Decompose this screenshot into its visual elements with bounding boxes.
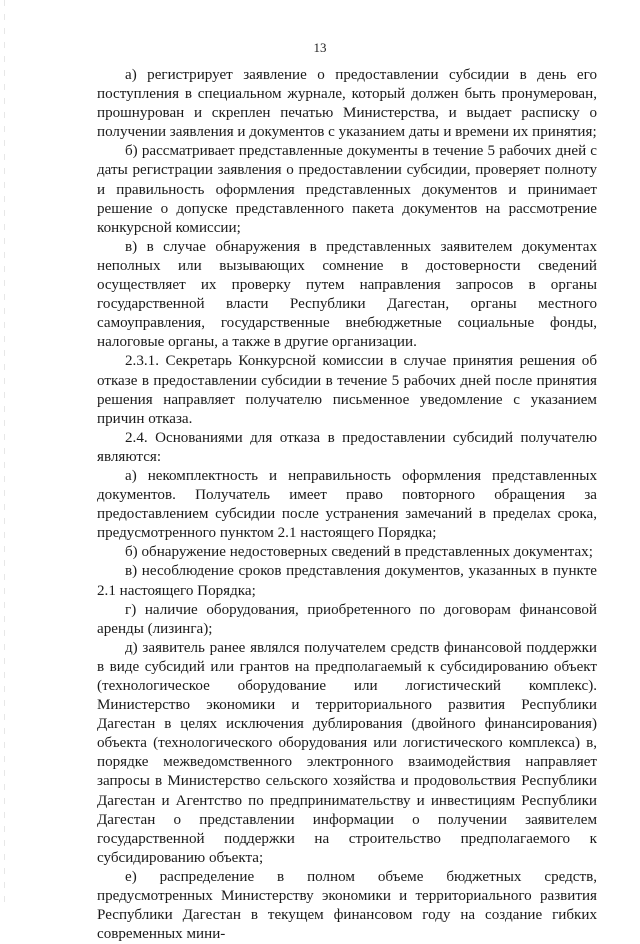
paragraph-b-review: б) рассматривает представленные документы в течение 5 рабочих дней с даты регистрации заявления о предоставлении субсидии, проверяет полноту и правильность оформления представленных документов и принимает решение о допуске представленного пакета документов на рассмотрение конкурсной комиссии; [97,143,597,236]
paragraph-refusal-a: а) некомплектность и неправильность оформления представленных документов. Получатель имеет право повторного обращения за предоставлением субсидии после устранения замечаний в пределах срока, предусмотренного пунктом 2.1 настоящего Порядка; [97,467,597,542]
paragraph-v-verify: в) в случае обнаружения в представленных заявителем документах неполных или вызывающих сомнение в достоверности сведений осуществляет их проверку путем направления запросов в органы государственной власти Республики Дагестан, органы местного самоуправления, государственные внебюджетные социальные фонды, налоговые органы, а также в другие организации. [97,238,597,351]
document-body [97,66,597,944]
paragraph-refusal-g: г) наличие оборудования, приобретенного по договорам финансовой аренды (лизинга); [97,601,597,637]
paragraph-refusal-v: в) несоблюдение сроков представления документов, указанных в пункте 2.1 настоящего Порядка; [97,563,597,599]
paragraph-a-register: а) регистрирует заявление о предоставлении субсидии в день его поступления в специальном журнале, который должен быть пронумерован, прошнурован и скреплен печатью Министерства, и выдает расписку о получении заявления и документов с указанием даты и времени их принятия; [97,67,597,141]
scan-edge-artifact [4,0,5,905]
paragraph-2-4: 2.4. Основаниями для отказа в предоставлении субсидий получателю являются: [97,429,597,465]
paragraph-2-3-1: 2.3.1. Секретарь Конкурсной комиссии в случае принятия решения об отказе в предоставлении субсидии в течение 5 рабочих дней после принятия решения направляет получателю письменное уведомление с указанием причин отказа. [97,353,597,427]
page-number: 13 [313,40,327,55]
paragraph-refusal-b: б) обнаружение недостоверных сведений в представленных документах; [125,544,593,561]
paragraph-refusal-e: е) распределение в полном объеме бюджетных средств, предусмотренных Министерству экономики и территориального развития Республики Дагестан в текущем финансовом году на создание гибких современных мини- [97,868,597,943]
paragraph-refusal-d: д) заявитель ранее являлся получателем средств финансовой поддержки в виде субсидий или грантов на предполагаемый к субсидированию объект (технологическое оборудование или логистический комплекс). Министерство экономики и территориального развития Республики Дагестан в целях исключения дублирования (двойного финансирования) объекта (технологического оборудования или логистического комплекса) в, порядке межведомственного электронного взаимодействия направляет запросы в Министерство сельского хозяйства и продовольствия Республики Дагестан и Агентство по предпринимательству и инвестициям Республики Дагестан о представлении информации о получении заявителем государственной поддержки на строительство предполагаемого к субсидированию объекта; [97,639,597,866]
